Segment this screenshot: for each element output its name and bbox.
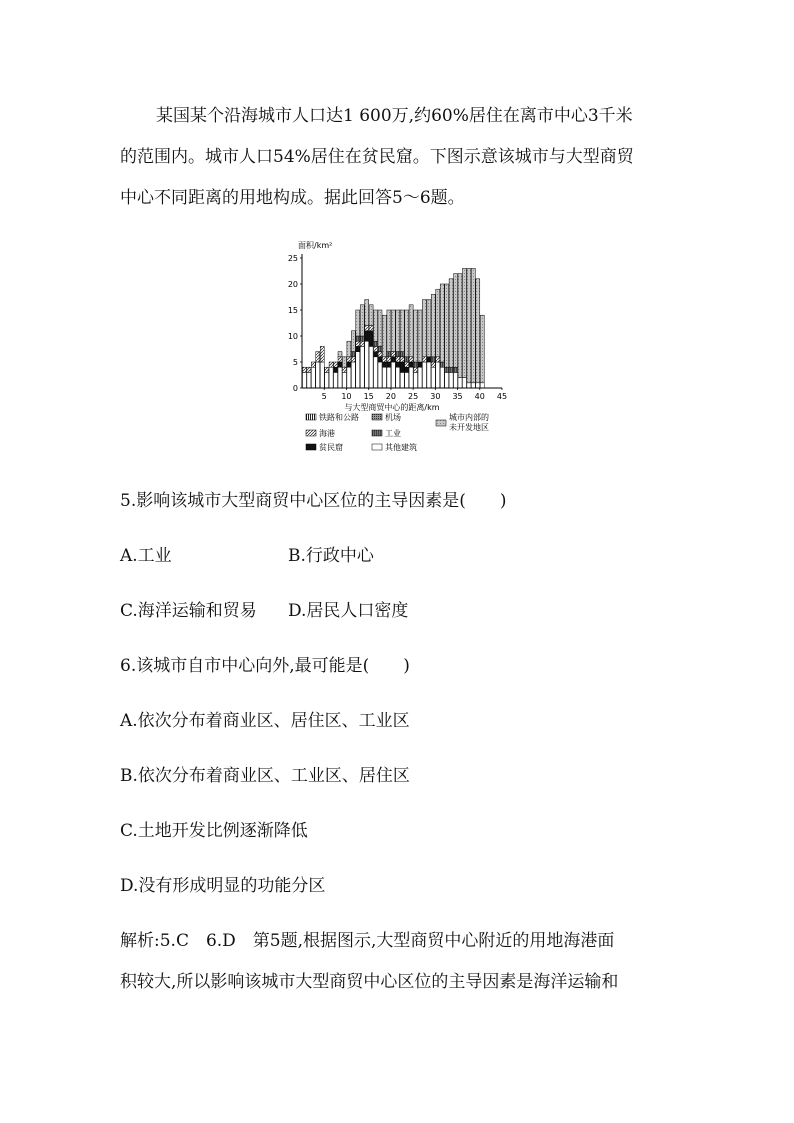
question-5-option-d: D.居民人口密度 (288, 601, 409, 621)
question-6-option-c: C.土地开发比例逐渐降低 (120, 821, 308, 841)
question-6-option-d: D.没有形成明显的功能分区 (120, 876, 326, 896)
bar-segment (360, 346, 364, 388)
bar-segment (369, 331, 373, 347)
answer-line-2: 积较大,所以影响该城市大型商贸中心区位的主导因素是海洋运输和 (120, 972, 619, 992)
bar-segment (414, 362, 418, 367)
bar-segment (462, 268, 466, 377)
question-5: 5.影响该城市大型商贸中心区位的主导因素是( ) (120, 491, 507, 511)
y-tick-label: 5 (292, 358, 298, 367)
bar-segment (347, 362, 351, 367)
bar-segment (329, 367, 333, 388)
bar-segment (342, 372, 346, 388)
bar-segment (320, 362, 324, 388)
intro-line-3: 中心不同距离的用地构成。据此回答5～6题。 (120, 188, 465, 208)
question-5-option-c: C.海洋运输和贸易 (120, 601, 257, 621)
land-use-chart (284, 240, 524, 460)
legend-swatch (372, 430, 382, 436)
bar-segment (342, 357, 346, 367)
bar-segment (427, 300, 431, 357)
bar-segment (409, 362, 413, 367)
bar-segment (320, 346, 324, 362)
bar-segment (347, 341, 351, 357)
bar-segment (405, 367, 409, 372)
bar-segment (351, 331, 355, 352)
question-6: 6.该城市自市中心向外,最可能是( ) (120, 656, 410, 676)
bar-segment (449, 279, 453, 367)
intro-paragraph (120, 96, 680, 219)
legend-swatch (372, 414, 382, 420)
x-tick-label: 5 (321, 392, 327, 401)
bar-segment (471, 383, 475, 388)
x-axis-label: 与大型商贸中心的距离/km (344, 403, 440, 412)
bar-segment (436, 357, 440, 362)
legend-label: 海港 (319, 429, 335, 438)
bar-segment (387, 357, 391, 362)
bar-segment (400, 310, 404, 352)
bar-segment (427, 357, 431, 362)
bar-segment (378, 362, 382, 388)
bar-segment (382, 367, 386, 388)
bar-segment (422, 300, 426, 357)
bar-segment (374, 341, 378, 346)
legend-label: 贫民窟 (319, 443, 343, 452)
bar-segment (382, 357, 386, 362)
bar-segment (360, 336, 364, 341)
bar-segment (409, 305, 413, 357)
bar-segment (405, 362, 409, 367)
question-5-option-a: A.工业 (120, 546, 172, 566)
bar-segment (440, 284, 444, 362)
legend-swatch (306, 430, 316, 436)
bar-segment (480, 383, 484, 388)
bar-segment (387, 352, 391, 357)
legend-label: 城市内部的 (449, 413, 489, 422)
bar-segment (391, 362, 395, 388)
bar-segment (356, 341, 360, 346)
bar-segment (365, 300, 369, 326)
bar-segment (338, 367, 342, 388)
bar-segment (329, 362, 333, 367)
bar-segment (400, 352, 404, 357)
bar-segment (405, 310, 409, 357)
legend-label: 其他建筑 (385, 443, 417, 452)
bar-segment (356, 336, 360, 341)
bar-segment (414, 367, 418, 372)
x-tick-label: 25 (408, 392, 419, 401)
bar-segment (374, 352, 378, 357)
bar-segment (351, 362, 355, 388)
bar-segment (431, 362, 435, 367)
bar-segment (427, 362, 431, 388)
y-tick-label: 10 (287, 332, 298, 341)
bar-segment (369, 346, 373, 388)
bar-segment (338, 357, 342, 362)
bar-segment (436, 362, 440, 388)
x-tick-label: 35 (452, 392, 463, 401)
bar-segment (369, 305, 373, 326)
bar-segment (422, 362, 426, 388)
bar-segment (316, 362, 320, 388)
bar-segment (445, 284, 449, 367)
bar-segment (378, 352, 382, 357)
bar-segment (334, 362, 338, 367)
bar-segment (342, 367, 346, 372)
bar-segment (365, 326, 369, 331)
answer-line-1: 解析:5.C 6.D 第5题,根据图示,大型商贸中心附近的用地海港面 (120, 931, 615, 951)
bar-segment (307, 367, 311, 372)
bar-segment (378, 357, 382, 362)
bar-segment (409, 357, 413, 362)
bar-segment (378, 346, 382, 351)
bar-segment (396, 362, 400, 367)
bar-segment (409, 367, 413, 388)
bar-segment (476, 383, 480, 388)
bar-segment (462, 378, 466, 388)
bar-segment (418, 310, 422, 362)
bar-segment (382, 315, 386, 357)
bar-segment (480, 315, 484, 383)
legend-swatch (372, 444, 382, 450)
bar-segment (334, 372, 338, 388)
bar-segment (387, 362, 391, 367)
bar-segment (365, 331, 369, 341)
bar-segment (369, 326, 373, 331)
bar-segment (351, 352, 355, 357)
bar-segment (396, 367, 400, 388)
y-tick-label: 15 (287, 306, 298, 315)
bar-segment (431, 294, 435, 356)
bar-segment (360, 305, 364, 336)
bar-segment (391, 310, 395, 352)
legend-label: 未开发地区 (449, 423, 489, 432)
bar-segment (311, 367, 315, 388)
bar-segment (445, 372, 449, 388)
legend-label: 铁路和公路 (319, 413, 359, 422)
bar-segment (387, 310, 391, 352)
bar-segment (360, 341, 364, 346)
bar-segment (387, 367, 391, 388)
bar-segment (302, 372, 306, 388)
y-tick-label: 25 (287, 254, 298, 263)
bar-segment (467, 383, 471, 388)
x-tick-label: 10 (341, 392, 352, 401)
bar-segment (356, 352, 360, 388)
bar-segment (440, 367, 444, 388)
bar-segment (454, 367, 458, 372)
bar-segment (400, 357, 404, 362)
bar-segment (418, 362, 422, 367)
x-tick-label: 30 (430, 392, 441, 401)
bar-segment (400, 362, 404, 372)
question-6-option-b: B.依次分布着商业区、工业区、居住区 (120, 766, 410, 786)
bar-segment (436, 289, 440, 357)
x-tick-label: 45 (496, 392, 508, 401)
bar-segment (338, 362, 342, 367)
bar-segment (391, 357, 395, 362)
bar-segment (347, 357, 351, 362)
bar-segment (325, 367, 329, 372)
bar-segment (316, 352, 320, 362)
bar-segment (414, 310, 418, 362)
bar-segment (400, 372, 404, 388)
bar-segment (374, 346, 378, 351)
legend-label: 机场 (385, 413, 401, 422)
bar-segment (449, 372, 453, 388)
bar-segment (467, 268, 471, 382)
bar-segment (338, 352, 342, 357)
bar-segment (440, 362, 444, 367)
x-tick-label: 40 (474, 392, 485, 401)
bar-segment (431, 357, 435, 362)
bar-segment (418, 367, 422, 388)
bar-segment (414, 372, 418, 388)
land-use-chart-svg (284, 240, 524, 460)
bar-segment (311, 362, 315, 367)
question-5-option-b: B.行政中心 (288, 546, 374, 566)
bar-segment (458, 378, 462, 388)
bar-segment (365, 341, 369, 388)
intro-line-1: 某国某个沿海城市人口达1 600万,约60%居住在离市中心3千米 (156, 106, 633, 126)
bar-segment (471, 268, 475, 382)
bar-segment (325, 372, 329, 388)
bar-segment (405, 357, 409, 362)
bar-segment (445, 367, 449, 372)
bar-segment (307, 372, 311, 388)
bar-segment (302, 367, 306, 372)
bar-segment (391, 352, 395, 357)
y-tick-label: 20 (287, 280, 298, 289)
bar-segment (396, 352, 400, 357)
bar-segment (476, 279, 480, 383)
bar-segment (454, 372, 458, 388)
bar-segment (334, 367, 338, 372)
bar-segment (431, 367, 435, 388)
bar-segment (458, 274, 462, 378)
legend-swatch (306, 414, 316, 420)
bar-segment (405, 372, 409, 388)
legend-label: 工业 (385, 429, 401, 438)
bar-segment (396, 310, 400, 352)
bar-segment (374, 357, 378, 388)
y-tick-label: 0 (292, 384, 298, 393)
bar-segment (449, 367, 453, 372)
bar-segment (356, 346, 360, 351)
y-axis-label: 面积/km² (298, 241, 333, 250)
legend-swatch (436, 420, 446, 426)
legend-swatch (306, 444, 316, 450)
x-tick-label: 15 (363, 392, 374, 401)
bar-segment (378, 310, 382, 346)
bar-segment (382, 362, 386, 367)
bar-segment (347, 367, 351, 388)
question-6-option-a: A.依次分布着商业区、居住区、工业区 (120, 711, 410, 731)
bar-segment (422, 357, 426, 362)
bar-segment (454, 274, 458, 368)
x-tick-label: 20 (385, 392, 396, 401)
intro-line-2: 的范围内。城市人口54%居住在贫民窟。下图示意该城市与大型商贸 (120, 147, 634, 167)
bar-segment (356, 310, 360, 336)
bar-segment (351, 357, 355, 362)
bar-segment (396, 357, 400, 362)
bar-segment (374, 310, 378, 341)
